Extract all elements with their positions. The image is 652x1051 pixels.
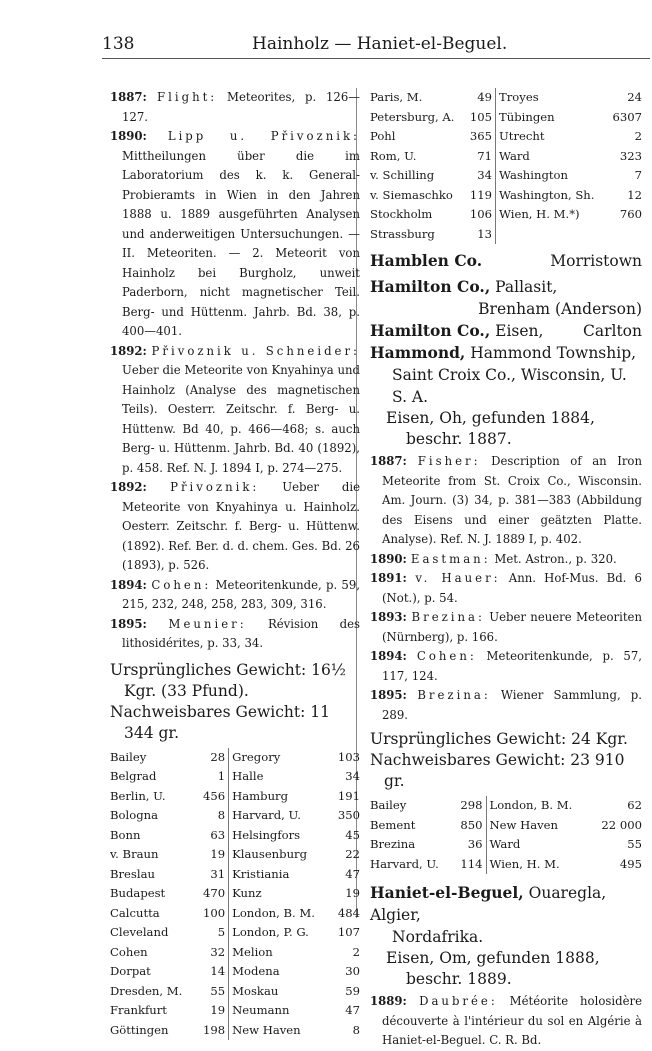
collection-weight: 22	[345, 847, 360, 861]
collection-weight: 7	[634, 168, 642, 182]
collection-weight: 31	[210, 866, 226, 881]
reference-entry	[370, 647, 642, 686]
collection-name: Helsingfors	[229, 826, 334, 846]
collection-name: Wien, H. M.	[486, 855, 592, 875]
collection-weight: 456	[202, 788, 226, 803]
reference-text: Meteorites, p. 126—127.	[122, 90, 360, 124]
reference-author: Fisher:	[417, 454, 481, 468]
collection-row	[110, 962, 360, 982]
known-weight: Nachweisbares Gewicht: 11 344 gr.	[110, 702, 330, 742]
collection-row	[370, 127, 642, 147]
haniet-references	[370, 992, 642, 1051]
collection-weight: 106	[469, 207, 493, 221]
collection-weight: 55	[627, 837, 642, 851]
collection-weight: 19	[210, 847, 226, 861]
reference-author: Lipp u. Přivoznik:	[167, 129, 360, 143]
collection-weight: 55	[210, 983, 226, 998]
reference-entry	[370, 569, 642, 608]
collection-weight: 107	[337, 925, 360, 939]
collection-weight: 34	[345, 769, 360, 783]
collection-weight: 30	[345, 964, 360, 978]
collection-row	[110, 787, 360, 807]
haniet-description: Eisen, Om, gefunden 1888, beschr. 1889.	[386, 949, 600, 988]
collection-row	[370, 835, 642, 855]
original-weight: Ursprüngliches Gewicht: 16½ Kgr. (33 Pfund).	[110, 660, 346, 700]
collection-row	[370, 816, 642, 836]
collection-weight: 470	[202, 886, 226, 900]
collection-name: London, P. G.	[229, 923, 334, 943]
right-column	[370, 88, 642, 1051]
collection-name: Moskau	[229, 982, 334, 1002]
collection-name: Bement	[370, 817, 416, 832]
collection-row	[370, 796, 642, 816]
collection-row	[110, 982, 360, 1002]
collection-name: Harvard, U.	[370, 856, 439, 871]
collection-weight: 59	[345, 983, 360, 998]
collection-row	[110, 923, 360, 943]
collection-weight: 32	[210, 944, 226, 959]
reference-author: Cohen:	[151, 577, 212, 592]
collection-weight: 1	[217, 769, 226, 783]
collection-weight: 47	[345, 1003, 360, 1017]
reference-author: Přivoznik u. Schneider:	[151, 343, 360, 358]
collection-name: Halle	[229, 767, 334, 787]
collection-name: New Haven	[486, 816, 592, 836]
entry-haniet	[370, 882, 642, 948]
hammond-references	[370, 452, 642, 725]
collection-row	[110, 826, 360, 846]
collection-name: Calcutta	[110, 905, 160, 920]
reference-text: Meteoritenkunde, p. 57, 117, 124.	[382, 649, 642, 683]
entry-name: Hammond,	[370, 343, 466, 362]
collection-name: Rom, U.	[370, 148, 417, 163]
collection-row	[110, 845, 360, 865]
collection-weight: 760	[619, 207, 642, 221]
collection-weight	[608, 225, 642, 245]
collection-row	[370, 205, 642, 225]
reference-year: 1887:	[110, 90, 157, 104]
left-column	[110, 88, 360, 1046]
collection-name: Bonn	[110, 827, 141, 842]
collection-name: Stockholm	[370, 207, 433, 221]
hammond-known-weight: Nachweisbares Gewicht: 23 910 gr.	[370, 751, 625, 790]
collection-row	[110, 806, 360, 826]
collection-name: Troyes	[496, 88, 609, 108]
collection-weight: 6307	[612, 109, 642, 124]
reference-year: 1892:	[110, 480, 171, 494]
entry-name: Haniet-el-Beguel,	[370, 883, 524, 902]
collection-name: Harvard, U.	[229, 806, 334, 826]
collection-weight: 100	[202, 905, 226, 920]
collection-name: Cleveland	[110, 925, 169, 939]
collection-name: v. Braun	[110, 847, 159, 861]
reference-year: 1892:	[110, 343, 152, 358]
collection-name: Cohen	[110, 944, 148, 959]
reference-text: Mittheilungen über die im Laboratorium des k. k. General-Probieramts in Wien in den Jahren 1888 u. 1889 ausgeführten Analysen und anderweitigen Untersuchungen. — II. Meteoriten. — 2. Meteorit von Hainholz bei Burgholz, unweit Paderborn, nicht magnetischer Teil. Berg- und Hüttenm. Jahrb. Bd. 38, p. 400—401.	[122, 148, 360, 338]
collections-table	[110, 748, 360, 1041]
running-title: Hainholz — Haniet-el-Beguel.	[252, 34, 508, 54]
reference-text: Météorite holosidère découverte à l'intérieur du sol en Algérie à Haniet-el-Beguel. C. R. Bd.	[382, 994, 642, 1047]
collection-name: Frankfurt	[110, 1003, 167, 1017]
collection-name: Petersburg, A.	[370, 109, 455, 124]
collection-name: Modena	[229, 962, 334, 982]
reference-entry	[110, 127, 360, 342]
hammond-original-weight: Ursprüngliches Gewicht: 24 Kgr.	[370, 730, 628, 748]
collection-weight: 103	[337, 749, 360, 764]
collection-name: Kristiania	[229, 865, 334, 885]
collection-weight: 24	[627, 90, 642, 104]
reference-text: Met. Astron., p. 320.	[490, 551, 617, 566]
collection-name: Wien, H. M.*)	[496, 205, 609, 225]
entry-type: Pallasit,	[490, 278, 558, 296]
page-header	[102, 32, 650, 59]
collection-name: Bologna	[110, 808, 158, 822]
collection-name	[496, 225, 609, 245]
collection-weight: 350	[337, 808, 360, 822]
collection-weight: 19	[210, 1003, 226, 1017]
collection-name: Bailey	[110, 749, 147, 764]
hammond-collections-table	[370, 796, 642, 874]
reference-year: 1890:	[110, 129, 168, 143]
reference-text: Ann. Hof-Mus. Bd. 6 (Not.), p. 54.	[382, 571, 642, 605]
collection-row	[370, 186, 642, 206]
entry-type: Eisen,	[490, 322, 544, 340]
collection-name: Brezina	[370, 837, 416, 851]
reference-text: Révision des lithosidérites, p. 33, 34.	[122, 616, 361, 650]
reference-year: 1895:	[370, 688, 418, 702]
reference-author: Eastman:	[410, 551, 491, 566]
hammond-description: Eisen, Oh, gefunden 1884, beschr. 1887.	[386, 409, 595, 448]
reference-author: Cohen:	[416, 649, 477, 663]
collection-name: Melion	[229, 943, 334, 963]
reference-author: Flight:	[157, 90, 218, 104]
collection-row	[110, 1021, 360, 1041]
reference-year: 1894:	[370, 649, 417, 663]
collection-name: Hamburg	[229, 787, 334, 807]
collection-weight: 12	[627, 187, 642, 202]
collection-row	[370, 855, 642, 875]
collection-name: Neumann	[229, 1001, 334, 1021]
collection-row	[370, 225, 642, 245]
collection-name: Washington	[496, 166, 609, 186]
collection-weight: 484	[337, 905, 360, 920]
collection-name: Strassburg	[370, 226, 435, 241]
collection-weight: 13	[477, 226, 493, 241]
collection-weight: 47	[345, 866, 360, 881]
collection-name: Ward	[486, 835, 592, 855]
collection-name: Berlin, U.	[110, 788, 166, 803]
collection-name: v. Siemaschko	[370, 187, 453, 202]
collection-weight: 63	[210, 827, 226, 842]
entry-location: Brenham (Anderson)	[478, 300, 642, 318]
collection-weight: 36	[467, 837, 483, 851]
reference-entry	[370, 686, 642, 725]
reference-entry	[110, 478, 360, 576]
reference-author: Daubrée:	[419, 994, 498, 1008]
entry-location: Morristown	[550, 252, 642, 270]
collections-table-continued	[370, 88, 642, 244]
collection-name: Utrecht	[496, 127, 609, 147]
collection-weight: 119	[469, 187, 493, 202]
collection-name: Tübingen	[496, 108, 609, 128]
entry-location-line2: Nordafrika.	[392, 928, 484, 946]
reference-entry	[370, 452, 642, 550]
reference-year: 1890:	[370, 551, 411, 566]
collection-name: New Haven	[229, 1021, 334, 1041]
collection-name: Breslau	[110, 866, 155, 881]
reference-entry	[110, 342, 360, 479]
reference-entry	[110, 615, 360, 654]
collection-weight: 62	[627, 798, 642, 812]
collection-weight: 105	[469, 109, 493, 124]
collection-weight: 2	[634, 129, 642, 143]
reference-year: 1887:	[370, 454, 418, 468]
reference-year: 1895:	[110, 616, 169, 631]
collection-weight: 22 000	[601, 817, 642, 832]
collection-weight: 8	[352, 1022, 360, 1037]
collection-name: Pohl	[370, 129, 396, 143]
entry-name: Hamblen Co.	[370, 251, 483, 270]
collection-weight: 495	[619, 856, 642, 871]
reference-text: Ueber neuere Meteoriten (Nürnberg), p. 166.	[382, 610, 642, 644]
reference-entry	[370, 992, 642, 1051]
collection-weight: 34	[477, 168, 493, 182]
collection-row	[110, 1001, 360, 1021]
collection-row	[370, 147, 642, 167]
reference-text: Description of an Iron Meteorite from St. Croix Co., Wisconsin. Am. Journ. (3) 34, p. 381—383 (Abbildung des Eisens und einer geätzten Platte. Analyse). Ref. N. J. 1889 I, p. 402.	[382, 454, 642, 546]
collection-name: Gregory	[229, 748, 334, 768]
entry-name: Hamilton Co.,	[370, 277, 491, 296]
reference-year: 1894:	[110, 577, 152, 592]
entry-hamilton-eisen	[370, 320, 642, 342]
collection-weight: 19	[345, 886, 360, 900]
collection-name: Klausenburg	[229, 845, 334, 865]
reference-author: v. Hauer:	[415, 571, 501, 585]
reference-entry	[110, 576, 360, 615]
reference-text: Ueber die Meteorite von Knyahinya u. Hainholz. Oesterr. Zeitschr. f. Berg- u. Hüttenw. (1892). Ref. Ber. d. d. chem. Ges. Bd. 26 (1893), p. 526.	[122, 480, 360, 572]
collection-weight: 28	[210, 749, 226, 764]
reference-entry	[370, 550, 642, 570]
reference-year: 1891:	[370, 571, 416, 585]
entry-hamblen	[370, 250, 642, 272]
entry-location: Ouaregla, Algier,	[370, 884, 607, 924]
reference-text: Meteoritenkunde, p. 59, 215, 232, 248, 258, 283, 309, 316.	[122, 577, 360, 611]
collection-name: Washington, Sh.	[496, 186, 609, 206]
reference-author: Brezina:	[411, 610, 485, 624]
collection-name: London, B. M.	[229, 904, 334, 924]
collection-row	[370, 88, 642, 108]
collection-row	[370, 108, 642, 128]
collection-row	[110, 943, 360, 963]
reference-author: Brezina:	[417, 688, 491, 702]
entry-location-line2: Saint Croix Co., Wisconsin, U. S. A.	[392, 366, 627, 406]
collection-row	[110, 884, 360, 904]
collection-row	[370, 166, 642, 186]
entry-hamilton-pallasit	[370, 276, 642, 320]
entry-name: Hamilton Co.,	[370, 321, 491, 340]
collection-weight: 298	[460, 798, 483, 812]
collection-weight: 114	[460, 856, 483, 871]
entry-location: Hammond Township,	[465, 344, 637, 362]
collection-weight: 365	[469, 129, 493, 143]
entry-location: Carlton	[582, 322, 642, 340]
collection-name: Bailey	[370, 798, 407, 812]
collection-name: London, B. M.	[486, 796, 592, 816]
collection-name: Belgrad	[110, 769, 157, 783]
collection-weight: 198	[202, 1022, 226, 1037]
entry-hammond	[370, 342, 642, 408]
collection-row	[110, 865, 360, 885]
collection-name: Paris, M.	[370, 90, 423, 104]
reference-year: 1893:	[370, 610, 412, 624]
reference-text: Ueber die Meteorite von Knyahinya und Hainholz (Analyse des magnetischen Teils). Oesterr. Zeitschr. f. Berg- u. Hüttenw. Bd 40, p. 466—468; s. auch Berg- u. Hüttenm. Jahrb. Bd. 40 (1892), p. 458. Ref. N. J. 1894 I, p. 274—275.	[122, 363, 360, 475]
collection-weight: 5	[217, 925, 226, 939]
collection-weight: 45	[345, 827, 360, 842]
page-number: 138	[102, 34, 135, 54]
collection-name: Göttingen	[110, 1022, 169, 1037]
collection-row	[110, 767, 360, 787]
collection-name: Dresden, M.	[110, 983, 183, 998]
collection-weight: 49	[477, 90, 493, 104]
collection-weight: 323	[619, 148, 642, 163]
collection-weight: 8	[217, 808, 226, 822]
reference-entry	[110, 88, 360, 127]
collection-weight: 2	[352, 944, 360, 959]
collection-name: Ward	[496, 147, 609, 167]
collection-weight: 191	[337, 788, 360, 803]
collection-row	[110, 904, 360, 924]
collection-weight: 850	[460, 817, 483, 832]
hainholz-references	[110, 88, 360, 654]
reference-author: Přivoznik:	[170, 480, 260, 494]
collection-name: Kunz	[229, 884, 334, 904]
reference-text: Wiener Sammlung, p. 289.	[382, 688, 642, 722]
collection-weight: 71	[477, 148, 493, 163]
collection-name: Dorpat	[110, 964, 151, 978]
collection-name: v. Schilling	[370, 168, 435, 182]
collection-row	[110, 748, 360, 768]
collection-weight: 14	[210, 964, 226, 978]
collection-name: Budapest	[110, 886, 166, 900]
reference-year: 1889:	[370, 994, 420, 1008]
reference-author: Meunier:	[168, 616, 247, 631]
reference-entry	[370, 608, 642, 647]
